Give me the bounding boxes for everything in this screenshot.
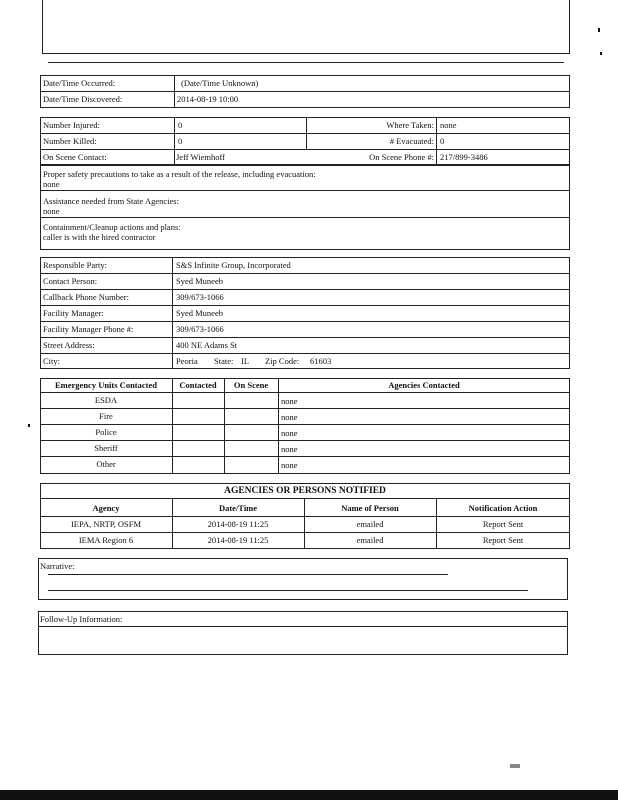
rule <box>40 289 570 290</box>
rule <box>40 273 570 274</box>
where-taken-value: none <box>440 120 457 130</box>
rule <box>40 498 570 499</box>
units-header: Emergency Units Contacted <box>55 380 157 390</box>
rule <box>40 456 570 457</box>
rule <box>40 440 570 441</box>
rule <box>40 516 570 517</box>
rule <box>48 62 564 63</box>
contact-label: On Scene Contact: <box>43 152 107 162</box>
callback-phone-label: Callback Phone Number: <box>43 292 129 302</box>
safety-label: Proper safety precautions to take as a result of the release, including evacuation: <box>43 169 316 179</box>
phone-label: On Scene Phone #: <box>369 152 434 162</box>
rule <box>174 75 175 108</box>
agencies-header: Agencies Contacted <box>388 380 460 390</box>
city-label: City: <box>43 356 61 366</box>
notified-header-agency: Agency <box>92 503 120 513</box>
discovered-label: Date/Time Discovered: <box>43 94 123 104</box>
rule <box>436 117 437 165</box>
city-value: Peoria <box>176 356 198 366</box>
rule <box>40 424 570 425</box>
state-label: State: <box>214 356 234 366</box>
occurred-value: (Date/Time Unknown) <box>181 78 259 88</box>
followup-label: Follow-Up Information: <box>40 614 123 624</box>
rule <box>172 257 173 369</box>
zip-value: 61603 <box>310 356 332 366</box>
facility-manager-label: Facility Manager: <box>43 308 104 318</box>
zip-label: Zip Code: <box>265 356 300 366</box>
assistance-value: none <box>43 206 60 216</box>
notified-header-datetime: Date/Time <box>218 503 258 513</box>
unit-other: Other <box>96 459 116 469</box>
notified-row-datetime: 2014-08-19 11:25 <box>207 535 269 545</box>
rule <box>172 378 173 474</box>
injured-value: 0 <box>178 120 183 130</box>
occurred-label: Date/Time Occurred: <box>43 78 116 88</box>
contact-person-label: Contact Person: <box>43 276 98 286</box>
rule <box>40 190 570 191</box>
callback-phone-value: 309/673-1066 <box>176 292 224 302</box>
notified-row-person: emailed <box>356 535 384 545</box>
notified-header-action: Notification Action <box>468 503 538 513</box>
narrative-label: Narrative: <box>40 561 75 571</box>
scan-mark <box>598 28 600 32</box>
assistance-label: Assistance needed from State Agencies: <box>43 196 179 206</box>
state-value: IL <box>241 356 250 366</box>
notified-row-agency: IEPA, NRTP, OSFM <box>70 519 142 529</box>
rule <box>40 353 570 354</box>
top-box <box>42 0 570 54</box>
rule <box>40 532 570 533</box>
scan-mark <box>600 52 602 55</box>
notified-header-person: Name of Person <box>341 503 399 513</box>
notified-title: AGENCIES OR PERSONS NOTIFIED <box>224 486 386 496</box>
on-scene-header: On Scene <box>233 380 269 390</box>
agency-other: none <box>281 460 298 470</box>
facility-phone-label: Facility Manager Phone #: <box>43 324 134 334</box>
rule <box>40 133 570 134</box>
cleanup-value: caller is with the hired contractor <box>43 232 156 242</box>
killed-label: Number Killed: <box>43 136 97 146</box>
street-address-label: Street Address: <box>43 340 95 350</box>
agency-fire: none <box>281 412 298 422</box>
responsible-party-label: Responsible Party: <box>43 260 107 270</box>
rule <box>40 149 570 150</box>
killed-value: 0 <box>178 136 183 146</box>
rule <box>224 378 225 474</box>
narrative-box <box>38 558 568 600</box>
contact-person-value: Syed Muneeb <box>176 276 223 286</box>
rule <box>40 91 570 92</box>
contact-value: Jeff Wiemhoff <box>176 152 225 162</box>
casualties-box <box>40 117 570 165</box>
agency-esda: none <box>281 396 298 406</box>
discovered-value: 2014-08-19 10:00 <box>177 94 239 104</box>
facility-phone-value: 309/673-1066 <box>176 324 224 334</box>
rule <box>40 337 570 338</box>
rule <box>40 305 570 306</box>
notified-row-action: Report Sent <box>482 519 524 529</box>
rule <box>40 392 570 393</box>
rule <box>40 321 570 322</box>
rule <box>48 590 528 591</box>
scan-mark <box>510 764 520 768</box>
unit-sheriff: Sheriff <box>94 443 118 453</box>
rule <box>48 574 448 575</box>
notified-row-agency: IEMA Region 6 <box>78 535 134 545</box>
rule <box>174 117 175 165</box>
notified-row-datetime: 2014-08-19 11:25 <box>207 519 269 529</box>
notified-row-action: Report Sent <box>482 535 524 545</box>
phone-value: 217/899-3486 <box>440 152 488 162</box>
unit-fire: Fire <box>99 411 113 421</box>
evacuated-value: 0 <box>440 136 445 146</box>
rule <box>306 117 307 149</box>
where-taken-label: Where Taken: <box>386 120 434 130</box>
responsible-party-value: S&S Infinite Group, Incorporated <box>176 260 291 270</box>
facility-manager-value: Syed Muneeb <box>176 308 223 318</box>
notified-row-person: emailed <box>356 519 384 529</box>
contacted-header: Contacted <box>179 380 217 390</box>
agency-police: none <box>281 428 298 438</box>
agency-sheriff: none <box>281 444 298 454</box>
rule <box>40 408 570 409</box>
rule <box>40 217 570 218</box>
scan-border-bottom <box>0 790 618 800</box>
safety-value: none <box>43 179 60 189</box>
rule <box>278 378 279 474</box>
unit-police: Police <box>95 427 117 437</box>
street-address-value: 400 NE Adams St <box>176 340 238 350</box>
scan-mark <box>28 424 30 427</box>
cleanup-label: Containment/Cleanup actions and plans: <box>43 222 181 232</box>
evacuated-label: # Evacuated: <box>389 136 434 146</box>
injured-label: Number Injured: <box>43 120 100 130</box>
rule <box>38 626 568 627</box>
unit-esda: ESDA <box>94 395 118 405</box>
